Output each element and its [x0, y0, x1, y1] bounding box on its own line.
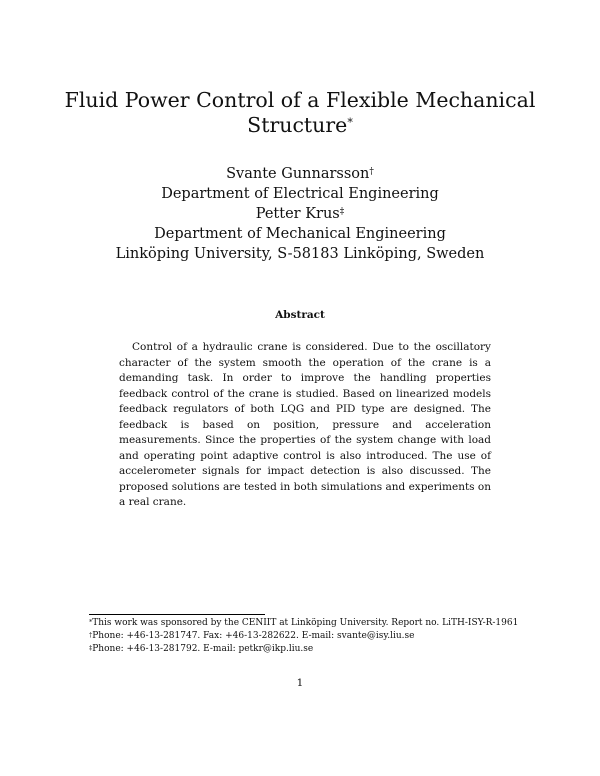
title-line-2: Structure [247, 113, 348, 137]
page-number: 1 [296, 677, 304, 689]
paper-title [60, 88, 540, 138]
footnote-3: ‡Phone: +46-13-281792. E-mail: petkr@ikp.liu.se [89, 644, 314, 654]
author-affiliation-1: Department of Electrical Engineering [161, 186, 439, 202]
author-footnote-mark: ‡ [339, 207, 345, 217]
author-footnote-mark: † [369, 167, 374, 177]
footnote-2: †Phone: +46-13-281747. Fax: +46-13-282622. E-mail: svante@isy.liu.se [89, 631, 415, 641]
author-block [60, 164, 540, 264]
author-name-1: Svante Gunnarsson† [226, 166, 374, 182]
footnotes [89, 617, 549, 656]
abstract-heading: Abstract [275, 309, 325, 321]
footnote-rule [89, 614, 265, 615]
author-affiliation-2: Department of Mechanical Engineering [154, 226, 446, 242]
footnote-1: *This work was sponsored by the CENIIT at Linköping University. Report no. LiTH-ISY-R-1961 [89, 618, 519, 628]
title-line-1: Fluid Power Control of a Flexible Mechanical [64, 88, 536, 112]
abstract-body: Control of a hydraulic crane is considered. Due to the oscillatory character of the system smooth the operation of the crane is a demanding task. In order to improve the handling properties feedback control of the crane is studied. Based on linearized models feedback regulators of both LQG and PID type are designed. The feedback is based on position, pressure and acceleration measurements. Since the properties of the system change with load and operating point adaptive control is also introduced. The use of accelerometer signals for impact detection is also discussed. The proposed solutions are tested in both simulations and experiments on a real crane. [119, 341, 491, 508]
author-name-2: Petter Krus‡ [255, 206, 345, 222]
title-footnote-mark: * [347, 116, 353, 129]
author-address: Linköping University, S-58183 Linköping, Sweden [115, 246, 485, 262]
